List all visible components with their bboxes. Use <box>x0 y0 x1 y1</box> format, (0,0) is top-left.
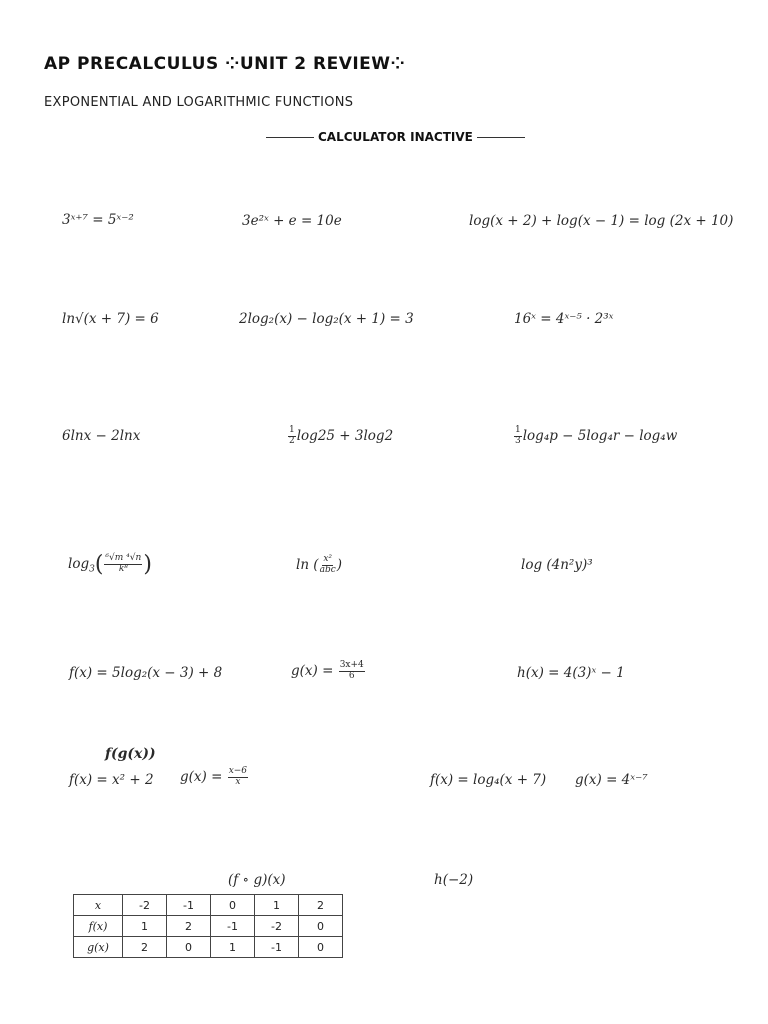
fraction-one-third: $\frac{1}{3}$ <box>515 425 521 446</box>
fraction-3x4-6: $\frac{3x+4}{6}$ <box>339 660 364 681</box>
problem-r2c3: 16ˣ = 4ˣ⁻⁵ · 2³ˣ <box>514 311 614 327</box>
section-banner <box>266 130 525 144</box>
problem-r3c3 <box>513 426 677 447</box>
problem-r2c1: ln√(x + 7) = 6 <box>62 311 159 327</box>
table-cell: 0 <box>299 937 343 958</box>
composition-right-g: g(x) = 4ˣ⁻⁷ <box>575 772 648 788</box>
table-cell: 2 <box>167 916 211 937</box>
problem-r2c2: 2log₂(x) − log₂(x + 1) = 3 <box>239 311 414 327</box>
table-cell: x <box>74 895 123 916</box>
problem-r1c3: log(x + 2) + log(x − 1) = log (2x + 10) <box>469 213 734 229</box>
composition-right-f: f(x) = log₄(x + 7) <box>430 772 547 788</box>
table-cell: -1 <box>255 937 299 958</box>
banner-rule-right <box>477 137 525 138</box>
banner-rule-left <box>266 137 314 138</box>
table-cell: -2 <box>255 916 299 937</box>
section-label: CALCULATOR INACTIVE <box>318 130 473 144</box>
table-row <box>74 937 343 958</box>
page-title: AP PRECALCULUS ⁘UNIT 2 REVIEW⁘ <box>44 54 406 74</box>
h-prompt: h(−2) <box>434 872 474 888</box>
table-cell: g(x) <box>74 937 123 958</box>
problem-r1c1: 3ˣ⁺⁷ = 5ˣ⁻² <box>62 212 134 228</box>
page-subtitle: EXPONENTIAL AND LOGARITHMIC FUNCTIONS <box>44 95 354 110</box>
table-cell: 2 <box>123 937 167 958</box>
problem-r4c1: $\log_3$( $\frac{\text{⁶√m ⁴√n}}{\text{k⁸}}$ ) <box>68 552 152 577</box>
values-table <box>73 894 343 958</box>
table-cell: 2 <box>299 895 343 916</box>
table-cell: -1 <box>211 916 255 937</box>
composition-left-g: g(x) = $\frac{x-6}{x}$ <box>180 766 248 787</box>
fraction-x2-abc: $\frac{\text{x²}}{\text{abc}}$ <box>319 554 336 575</box>
problem-r4c3: log (4n²y)³ <box>521 557 593 573</box>
composition-heading: f(g(x)) <box>105 746 156 762</box>
table-cell: -2 <box>123 895 167 916</box>
table-prompt: (f ∘ g)(x) <box>228 872 286 888</box>
table-cell: 0 <box>299 916 343 937</box>
table-row <box>74 895 343 916</box>
table-cell: 1 <box>255 895 299 916</box>
problem-r5c3: h(x) = 4(3)ˣ − 1 <box>517 665 625 681</box>
table-cell: 0 <box>211 895 255 916</box>
table-cell: 1 <box>123 916 167 937</box>
problem-r5c2: g(x) = $\frac{3x+4}{6}$ <box>291 660 364 681</box>
table-cell: -1 <box>167 895 211 916</box>
problem-r3c3-expr: log₄p − 5log₄r − log₄w <box>522 427 678 444</box>
problem-r3c1: 6lnx − 2lnx <box>62 428 141 444</box>
fraction-radicals: $\frac{\text{⁶√m ⁴√n}}{\text{k⁸}}$ <box>105 553 142 574</box>
table-row <box>74 916 343 937</box>
composition-left-f: f(x) = x² + 2 <box>69 772 154 788</box>
problem-r3c2 <box>287 426 393 447</box>
problem-r4c2: ln ( $\frac{\text{x²}}{\text{abc}}$ ) <box>296 554 343 575</box>
fraction-one-half: $\frac{1}{2}$ <box>289 425 295 446</box>
problem-r3c2-expr: log25 + 3log2 <box>296 427 394 444</box>
table-cell: f(x) <box>74 916 123 937</box>
problem-r5c1: f(x) = 5log₂(x − 3) + 8 <box>69 665 223 681</box>
fraction-x6-x: $\frac{x-6}{x}$ <box>228 766 248 787</box>
table-cell: 1 <box>211 937 255 958</box>
table-cell: 0 <box>167 937 211 958</box>
problem-r1c2: 3e²ˣ + e = 10e <box>242 213 342 229</box>
